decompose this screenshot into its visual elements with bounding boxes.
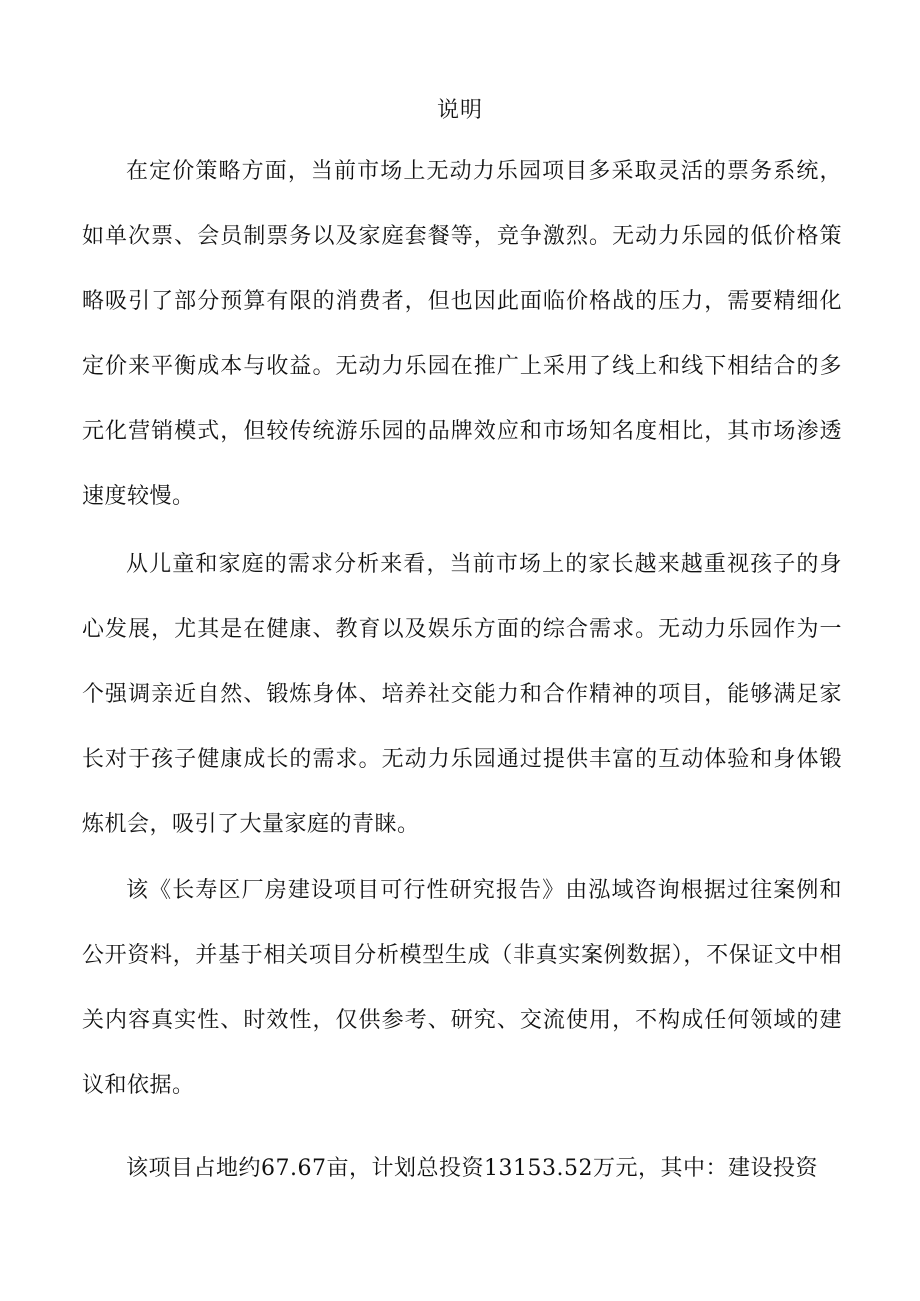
- paragraph-disclaimer: 该《长寿区厂房建设项目可行性研究报告》由泓域咨询根据过往案例和公开资料，并基于相关项目分析模型生成（非真实案例数据），不保证文中相关内容真实性、时效性，仅供参考、研究、交流使用，不构成任何领域的建议和依据。: [82, 878, 842, 1098]
- paragraph-investment: 该项目占地约67.67亩，计划总投资13153.52万元，其中：建设投资: [126, 1156, 818, 1181]
- paragraph-pricing-strategy: 在定价策略方面，当前市场上无动力乐园项目多采取灵活的票务系统，如单次票、会员制票务以及家庭套餐等，竞争激烈。无动力乐园的低价格策略吸引了部分预算有限的消费者，但也因此面临价格战的压力，需要精细化定价来平衡成本与收益。无动力乐园在推广上采用了线上和线下相结合的多元化营销模式，但较传统游乐园的品牌效应和市场知名度相比，其市场渗透速度较慢。: [82, 159, 842, 509]
- paragraph-family-demand: 从儿童和家庭的需求分析来看，当前市场上的家长越来越重视孩子的身心发展，尤其是在健康、教育以及娱乐方面的综合需求。无动力乐园作为一个强调亲近自然、锻炼身体、培养社交能力和合作精神的项目，能够满足家长对于孩子健康成长的需求。无动力乐园通过提供丰富的互动体验和身体锻炼机会，吸引了大量家庭的青睐。: [82, 552, 842, 837]
- document-title: 说明: [436, 98, 483, 123]
